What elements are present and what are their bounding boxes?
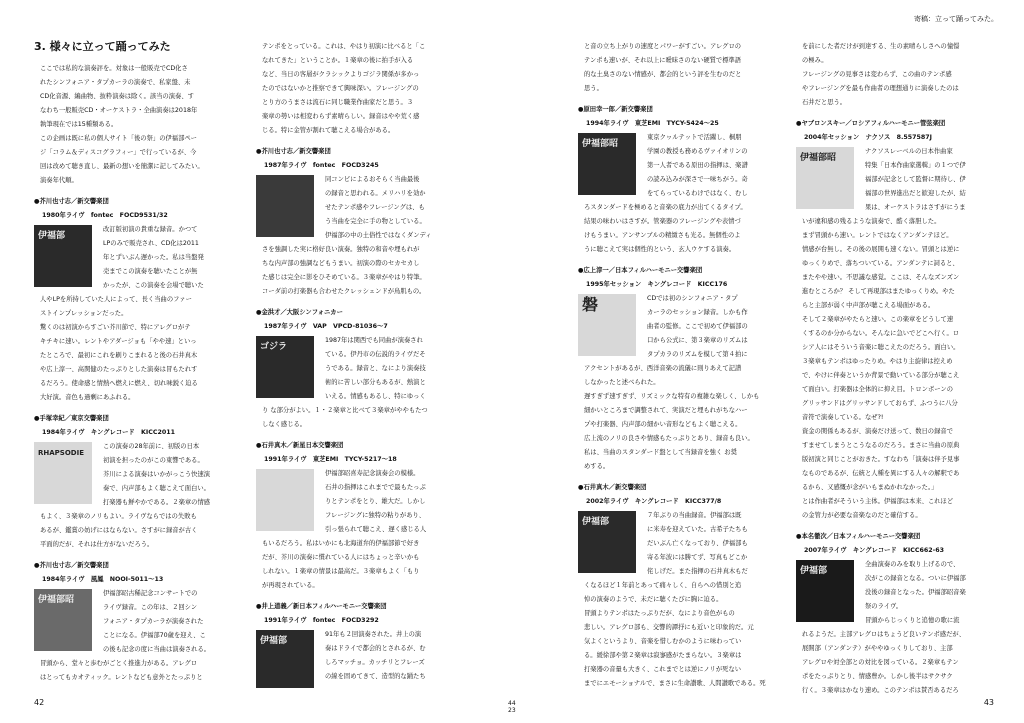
entry-release: 1987年ライヴ VAP VPCD-81036～7 bbox=[264, 323, 388, 330]
text-line: ジ「コラム＆ディスコグラフィー」で行っているが、今 bbox=[40, 149, 197, 156]
text-line: 執筆現在では15種類ある。 bbox=[40, 121, 118, 128]
text-line: で、やけに伴奏というか背景で動いている部分が聴こえ bbox=[802, 372, 960, 379]
text-line: ３楽章もテンポはゆったりめ。やはり主旋律は控えめ bbox=[802, 358, 953, 365]
text-line: の後も記念の度に当曲は演奏される。 bbox=[103, 646, 211, 653]
text-line: カーラのセッション録音。しかも作 bbox=[647, 309, 748, 316]
text-line: 版初演と同じことがおきた。すなわち「演奏は伴予見事 bbox=[802, 456, 960, 463]
text-line: あるが、鑑賞の妨げにはならない。さすがに録音が古く bbox=[40, 527, 198, 534]
text-line: 冒頭よりテンポはたっぷりだが、なにより音色がもの bbox=[584, 610, 735, 617]
entry-title: ●石井真木／新交響楽団 bbox=[578, 484, 647, 491]
text-line: そして２楽章がやたらと速い。この楽章をどうして速 bbox=[802, 316, 954, 323]
text-line: ちな内声部の強調などもうまい。初演の際のセカセカし bbox=[262, 260, 420, 267]
text-line: 遅すぎず速すぎず、リズミックな特有の複雑な楽しく、しかも bbox=[584, 393, 760, 400]
album-cover-image bbox=[256, 175, 314, 237]
running-header: 寄稿：立って踊ってみた。 bbox=[914, 15, 998, 23]
text-line: 展開部（アンダンテ）がややゆっくりしており、主部 bbox=[802, 645, 953, 652]
text-line: しれない。１楽章の情景は最高だ。３楽章もよく「もり bbox=[262, 568, 420, 575]
entry-title: ●原田幸一郎／新交響楽団 bbox=[578, 106, 653, 113]
album-cover-image: 磐 bbox=[578, 294, 636, 356]
text-line: 楽章の勢いは相変わらず素晴らしい。録音はやや荒く感 bbox=[262, 113, 420, 120]
page-number-right: 43 bbox=[983, 698, 994, 707]
text-line: 大好演。音色も過剰にあふれる。 bbox=[40, 394, 135, 401]
text-line: くなるほど１年前とあって痛々しく、自らへの惜別と追 bbox=[584, 582, 742, 589]
entry-release: 1991年ライヴ fontec FOCD3292 bbox=[264, 617, 379, 624]
text-line: 思う。 bbox=[584, 85, 603, 92]
text-line: しろマッチョ。カッチリとフレーズ bbox=[325, 659, 425, 666]
text-line: 情感が台無し。その後の展開も速くない。冒頭とは逆に bbox=[802, 246, 960, 253]
text-line: 打楽器の音量も大きく、これまでとは逆にノリが死ない bbox=[584, 666, 742, 673]
text-line: 侘しげだ。また指揮の石井真木もだ bbox=[647, 568, 748, 575]
text-line: 91年も２回演奏された。井上の演 bbox=[325, 631, 422, 638]
entry-release: 1987年ライヴ fontec FOCD3245 bbox=[264, 162, 379, 169]
text-line: CDでは初のシンフォニア・タプ bbox=[647, 295, 738, 302]
intro-text bbox=[34, 62, 246, 188]
text-line: なれてきた」ということか。１楽章の後に拍手が入る bbox=[262, 57, 414, 64]
text-line: シア人にはそういう音楽に聴こえたのだろう。面白い。 bbox=[802, 344, 960, 351]
text-line: 年とずいぶん遅かった。私は当盤発 bbox=[103, 254, 204, 261]
text-line: まず冒頭から速い。レントではなくアンダンテほど。 bbox=[802, 232, 953, 239]
entry-release: 2002年ライヴ キングレコード KICC377/8 bbox=[586, 498, 722, 505]
entry-release: 1980年ライヴ fontec FOCD9531/32 bbox=[42, 212, 168, 219]
text-line: り な部分がよい。１・２楽章と比べて３楽章がややもたつ bbox=[262, 407, 428, 414]
text-line: 1987年は関西でも同曲が演奏され bbox=[325, 337, 423, 344]
column-1 bbox=[34, 40, 246, 685]
text-line: いえる。情感もあるし、特にゆっく bbox=[325, 393, 426, 400]
text-line: すませてしまうとこうなるのだろう。まさに当曲の原典 bbox=[802, 442, 960, 449]
text-line: るから、又感慨が念がいもまぬかれなかった。」 bbox=[802, 484, 938, 491]
text-line: りとテンポをとり、雄大だ。しかし bbox=[325, 498, 426, 505]
text-line: らと主部が弱く中声部が聴こえる場面がある。 bbox=[802, 302, 935, 309]
text-line: テンポをとっている。これは、やはり初演に比べると「こ bbox=[262, 43, 426, 50]
text-line: 果は、オーケストラはさすがにうま bbox=[865, 204, 966, 211]
entry-title: ●芥川也寸志／新交響楽団 bbox=[34, 562, 109, 569]
text-line: 特集「日本作曲家選輯」の１つで伊 bbox=[865, 162, 966, 169]
entry-title: ●ヤブロンスキー／ロシアフィルハーモニー管弦楽団 bbox=[796, 120, 946, 127]
text-line: もいるだろう。私はいかにも北海道弁的伊福部節で好き bbox=[262, 540, 420, 547]
text-line: せたテンポ感やフレージングは、も bbox=[325, 204, 425, 211]
text-line: と音の立ち上がりの速度とパワーがすごい。アレグロの bbox=[584, 43, 742, 50]
text-line: またやや速い。不思議な感覚。ここは、そんなズンズン bbox=[802, 274, 960, 281]
entry-body bbox=[256, 334, 478, 432]
text-line: 芥川による演奏はいかがっこう快速演 bbox=[103, 471, 211, 478]
text-line: しなく感じる。 bbox=[262, 421, 307, 428]
text-line: フォニア・タプカーラが演奏された bbox=[103, 618, 204, 625]
center-page-marker: 44 23 bbox=[508, 700, 516, 714]
album-cover-image: 伊福部 bbox=[578, 511, 636, 573]
text-line: 伊福部昭喜寿記念演奏会の模様。 bbox=[325, 470, 420, 477]
text-line: て面白い。打楽器は全体的に抑え目。トロンボーンの bbox=[802, 386, 953, 393]
text-line: 没後の録音となった。伊福部昭音楽 bbox=[865, 589, 966, 596]
text-line: 全曲演奏のみを取り上げるので、 bbox=[865, 561, 960, 568]
text-line: この演奏の28年前に、初版の日本 bbox=[103, 443, 200, 450]
entry-release: 2007年ライヴ キングレコード KICC662-63 bbox=[804, 547, 944, 554]
text-line: た感じは完全に影をひそめている。３楽章がやはり特筆。 bbox=[262, 274, 426, 281]
entry-body bbox=[34, 587, 246, 685]
text-line: 次がこの録音となる。ついに伊福部 bbox=[865, 575, 966, 582]
text-line: タプカラのリズムを模して第４拍に bbox=[647, 351, 748, 358]
entry-body bbox=[34, 223, 246, 405]
text-line: とり方のうまさは流石に同じ職業作曲家だと思う。３ bbox=[262, 99, 414, 106]
text-line: や広上淳一、高関健のたっぷりとした演奏は冒もたれす bbox=[40, 366, 198, 373]
text-line: 石井だと思う。 bbox=[802, 99, 847, 106]
text-line: 資金の関係もあるが、演奏だけ送って、数日の録音で bbox=[802, 428, 953, 435]
right-page bbox=[512, 0, 1024, 723]
text-line: ストインプレッションだった。 bbox=[40, 310, 128, 317]
entry-body bbox=[796, 145, 1002, 523]
text-line: 初演を担ったのがこの東響である。 bbox=[103, 457, 204, 464]
text-line: プや打楽器、内声部の細かい音形などもよく聴こえる。 bbox=[584, 421, 742, 428]
entry-body bbox=[796, 558, 1002, 698]
page-number-left: 42 bbox=[34, 698, 45, 707]
text-line: フレージングに独特の粘りがあり、 bbox=[325, 512, 426, 519]
entry-release: 1991年ライヴ 東芝EMI TYCY-5217～18 bbox=[264, 456, 397, 463]
album-cover-image: 伊福部昭 bbox=[796, 147, 854, 209]
text-line: アクセントがあるが、西洋音楽の流儀に則りあえて記譜 bbox=[584, 365, 742, 372]
entry-title: ●井上道義／新日本フィルハーモニー交響楽団 bbox=[256, 603, 387, 610]
text-line: フレージングの見事さは変わらず、この曲のテンポ感 bbox=[802, 71, 952, 78]
text-line: 石井の指揮はこれまでで最もたっぷ bbox=[325, 484, 426, 491]
text-line: なわち一般販売CD・オーケストラ・全曲演奏は2018年 bbox=[40, 107, 198, 114]
text-line: 回は改めて聴き直し、最新の想いを簡潔に記してみたい。 bbox=[40, 163, 204, 170]
text-line: 福部の世界進出だと歓迎したが、結 bbox=[865, 190, 966, 197]
text-line: 冒頭から、堂々と歩むがごとく推進力がある。アレグロ bbox=[40, 660, 198, 667]
entry-title: ●石井真木／新星日本交響楽団 bbox=[256, 442, 344, 449]
text-line: いが違和感の残るような演奏で、酷く落胆した。 bbox=[802, 218, 941, 225]
entry-body bbox=[34, 440, 246, 552]
text-line: ゆっくりめで、落ちついている。アンダンテに詞ると、 bbox=[802, 260, 959, 267]
entry-title: ●芥川也寸志／新交響楽団 bbox=[256, 148, 331, 155]
text-line: の録音と思われる。メリハリを効か bbox=[325, 190, 426, 197]
text-line: じる。特に金管が割れて聴こえる場合がある。 bbox=[262, 127, 395, 134]
column-4 bbox=[796, 40, 1002, 698]
text-line: 驚くのは初演からすごい芥川節で、特にアレグロがテ bbox=[40, 324, 191, 331]
text-line: うである。録音と、なにより演奏技 bbox=[325, 365, 426, 372]
text-line: 福部が記念として監督に期待し、伊 bbox=[865, 176, 966, 183]
text-line: 寄る年波には勝てず、写真もどこか bbox=[647, 554, 748, 561]
text-line: なものであるが、伝統と人種を異にする人々の解釈であ bbox=[802, 470, 960, 477]
text-line: 術的に苦しい部分もあるが、熱演と bbox=[325, 379, 426, 386]
text-line: の読み込みが深さで一味ちがう。奇 bbox=[647, 176, 748, 183]
text-line: かったが、この演奏を会場で聴いた bbox=[103, 282, 204, 289]
text-line: ナクソスレーベルの日本作曲家 bbox=[865, 148, 953, 155]
text-line: もよく、３楽章のノリもよい。ライヴならではの失敗も bbox=[40, 513, 197, 520]
album-cover-image: 伊福部昭 bbox=[34, 589, 92, 651]
text-line: までにエモーショナルで、まさに生命讃歌、人間讃歌である。死 bbox=[584, 680, 766, 687]
text-line: ７年ぶりの当曲録音。伊福部は既 bbox=[647, 512, 742, 519]
text-line: 口から公式に、第３楽章のリズムは bbox=[647, 337, 748, 344]
text-line: この企画は既に私の個人サイト「後の祭」の伊福部ペー bbox=[40, 135, 197, 142]
text-line: 伊福部昭古稀記念コンサートでの bbox=[103, 590, 198, 597]
entry-body bbox=[578, 292, 784, 474]
text-line: 奏はドライで都会的とされるが、む bbox=[325, 645, 426, 652]
entry-release: 1994年ライヴ 東芝EMI TYCY-5424～25 bbox=[586, 120, 719, 127]
text-line: 細かいところまで調整されて、実演だと埋もれがちなハー bbox=[584, 407, 748, 414]
text-line: 音符で演奏している。なぜ?! bbox=[802, 414, 884, 421]
text-line: 人やLPを所持していた人によって、長く当曲のファー bbox=[40, 296, 192, 303]
text-line: 第一人者である原田の指揮は、楽譜 bbox=[647, 162, 748, 169]
entry-title: ●本名徹次／日本フィルハーモニー交響楽団 bbox=[796, 533, 921, 540]
text-line: ライヴ録音。この年は、２回シン bbox=[103, 604, 198, 611]
text-line: るだろう。使命感と情熱へ燃えに燃え、切れ味鋭く迫る bbox=[40, 380, 198, 387]
text-line: に米寿を迎えていた。古希子たちも bbox=[647, 526, 748, 533]
text-line: が再現されている。 bbox=[262, 582, 319, 589]
text-line: 的な土臭さのない情感が、都会的という評を生むのだと bbox=[584, 71, 742, 78]
text-line: キチキに速い。レントやアダージョも「やや速」といっ bbox=[40, 338, 197, 345]
entry-body bbox=[578, 509, 784, 691]
entry-release: 1995年セッション キングレコード KICC176 bbox=[586, 281, 728, 288]
entry-release: 1984年ライヴ キングレコード KICC2011 bbox=[42, 429, 175, 436]
text-line: やフレージングを最も作曲者の理想通りに演奏したのは bbox=[802, 85, 959, 92]
text-line: テンポも速いが、それ以上に曖昧さのない硬質で標準語 bbox=[584, 57, 742, 64]
text-line: の金管力が必要な音楽なのだと確信する。 bbox=[802, 512, 922, 519]
text-line: 冒頭からじっくりと追憶の歌に流 bbox=[865, 617, 960, 624]
album-cover-image: 伊福部 bbox=[796, 560, 854, 622]
text-line: 悼の演奏のようで、未だに聴くたびに胸に迫る。 bbox=[584, 596, 723, 603]
entry-title: ●芥川也寸志／新交響楽団 bbox=[34, 198, 109, 205]
text-line: 曲者の監修。ここで初めて伊福部の bbox=[647, 323, 748, 330]
text-line: たところで、最初にこれを刷りこまれると後の石井真木 bbox=[40, 352, 198, 359]
text-line: とは作曲者がそういう主体。伊福部は本来、これほど bbox=[802, 498, 954, 505]
entry-title: ●手塚幸紀／東京交響楽団 bbox=[34, 415, 109, 422]
text-line: 進むところか？ そして再現部はまたゆっくりめ。やた bbox=[802, 288, 955, 295]
text-line: ことになる。伊福部70歳を迎え、こ bbox=[103, 632, 206, 639]
text-line: れたシンフォニア・タプカーラの演奏で、私家盤、未 bbox=[40, 79, 191, 86]
text-line: しなかったと述べられた。 bbox=[584, 379, 660, 386]
text-line: をてらっているわけではなく、むし bbox=[647, 190, 748, 197]
text-line: 打楽器も鮮やかである。２楽章の情感 bbox=[103, 499, 211, 506]
text-line: ポをたっぷりとり、情感豊か。しかし後半はサクサク bbox=[802, 673, 953, 680]
text-line: ている。伊丹市の伝説的ライヴだそ bbox=[325, 351, 426, 358]
text-line: 悲しい。アレグロ部も、交響的譚抒にも近いと印象的だ。元 bbox=[584, 624, 754, 631]
album-cover-image: 伊福部 bbox=[256, 630, 314, 688]
text-line: CD化音源、編曲物、抜粋演奏は除く。該当の演奏、す bbox=[40, 93, 194, 100]
album-cover-image: RHAPSODIE bbox=[34, 442, 92, 504]
text-line: 私は、当曲のスタンダード盤として当録音を強く お奨 bbox=[584, 449, 737, 456]
text-line: 東京クヮルテットで活躍し、桐朋 bbox=[647, 134, 742, 141]
section-title: 3. 様々に立って踊ってみた bbox=[34, 40, 171, 53]
text-line: 奏で、内声部もよく聴こえて面白い。 bbox=[103, 485, 210, 492]
text-line: くするのか分からない。そんなに急いでどこへ行く。ロ bbox=[802, 330, 960, 337]
entry-body bbox=[256, 173, 478, 299]
text-line: 祭のライヴ。 bbox=[865, 603, 903, 610]
column-2 bbox=[256, 40, 478, 690]
text-line: 広上流のノリの良さや情感もたっぷりとあり、録音も良い。 bbox=[584, 435, 754, 442]
entry-release: 2004年セッション ナクソス 8.557587J bbox=[804, 134, 932, 141]
column-3 bbox=[578, 40, 784, 691]
text-line: 行く。３楽章はかなり速め。このテンポは賛否あるだろ bbox=[802, 687, 959, 694]
text-line: うに聴こえて実は個性的という、玄人ウケする演奏。 bbox=[584, 246, 736, 253]
text-line: たのではないかと推察できて興味深い。フレージングの bbox=[262, 85, 419, 92]
text-line: LPのみで販売され、CD化は2011 bbox=[103, 240, 199, 247]
text-line: 改訂版初演の貴重な録音。かつて bbox=[103, 226, 198, 233]
text-line: だいぶん亡くなっており、伊福部も bbox=[647, 540, 748, 547]
entry-body bbox=[256, 628, 478, 690]
text-line: の線を固めてきて、造型的な踊たち bbox=[325, 673, 426, 680]
text-line: 気よくというより、音楽を惜しむかのように味わってい bbox=[584, 638, 742, 645]
entry-title: ●金洪才／大阪シンフォニカー bbox=[256, 309, 343, 316]
text-line: だが、芥川の演奏に慣れている人にはちょっと辛いかも bbox=[262, 554, 420, 561]
album-cover-image: ゴジラ bbox=[256, 336, 314, 398]
text-line: を前にした者だけが到達する、生の素晴らしさへの憧憬 bbox=[802, 43, 960, 50]
text-line: ろスタンダードを極めると音楽の底力が出てくるタイプ。 bbox=[584, 204, 747, 211]
text-line: 売までこの演奏を聴いたことが無 bbox=[103, 268, 198, 275]
text-line: れるようだ。主部アレグロはちょうど良いテンポ感だが、 bbox=[802, 631, 966, 638]
entry-title: ●広上淳一／日本フィルハーモニー交響楽団 bbox=[578, 267, 703, 274]
text-line: コーダ前の打楽器も合わせたクレッシェンドが鳥肌もの。 bbox=[262, 288, 426, 295]
text-line: 平面的だが、それは仕方がないだろう。 bbox=[40, 541, 154, 548]
text-line: アレグロや対全部との対比を図っている。２楽章もテン bbox=[802, 659, 959, 666]
text-line: ここでは私的な演奏評を。対象は一般販売でCD化さ bbox=[40, 65, 188, 72]
text-line: 引っ張られて聴こえ、遅く感じる人 bbox=[325, 526, 427, 533]
text-line: けもうまい。アンサンブルの精緻さも光る。無個性のよ bbox=[584, 232, 741, 239]
text-line: 演奏年代順。 bbox=[40, 177, 78, 184]
album-cover-image: 伊福部昭 bbox=[578, 133, 636, 195]
text-line: の極み。 bbox=[802, 57, 828, 64]
text-line: など、当日の客層がクラシックよりゴジラ関係が多かっ bbox=[262, 71, 420, 78]
text-line: 学園の教授も務めるヴァイオリンの bbox=[647, 148, 748, 155]
entry-release: 1984年ライヴ 風鳳 NOOI-5011～13 bbox=[42, 576, 164, 583]
text-line: 伊福部の中の土俗性ではなくダンディ bbox=[325, 232, 432, 239]
text-line: 結果の味わいはさすが。管楽器のフレージングや表情づ bbox=[584, 218, 741, 225]
entry-body bbox=[578, 131, 784, 257]
text-line: さを強調した実に格好良い演奏。独特の和音や埋もれが bbox=[262, 246, 420, 253]
album-cover-image bbox=[256, 469, 314, 531]
album-cover-image: 伊福部 bbox=[34, 225, 92, 287]
text-line: グリッサンドはグリッサンドしておらず、ふつうに八分 bbox=[802, 400, 958, 407]
text-line: はとってもカオティック。レントなども意外とたっぷりと bbox=[40, 674, 203, 681]
text-line: 同コンビによるおそらく当曲最後 bbox=[325, 176, 420, 183]
text-line: る。緩徐部や第２楽章は寂寥感がたまらない。３楽章は bbox=[584, 652, 742, 659]
text-line: めする。 bbox=[584, 463, 610, 470]
entry-body bbox=[256, 467, 478, 593]
text-line: う当曲を完全に手の物としている。 bbox=[325, 218, 426, 225]
